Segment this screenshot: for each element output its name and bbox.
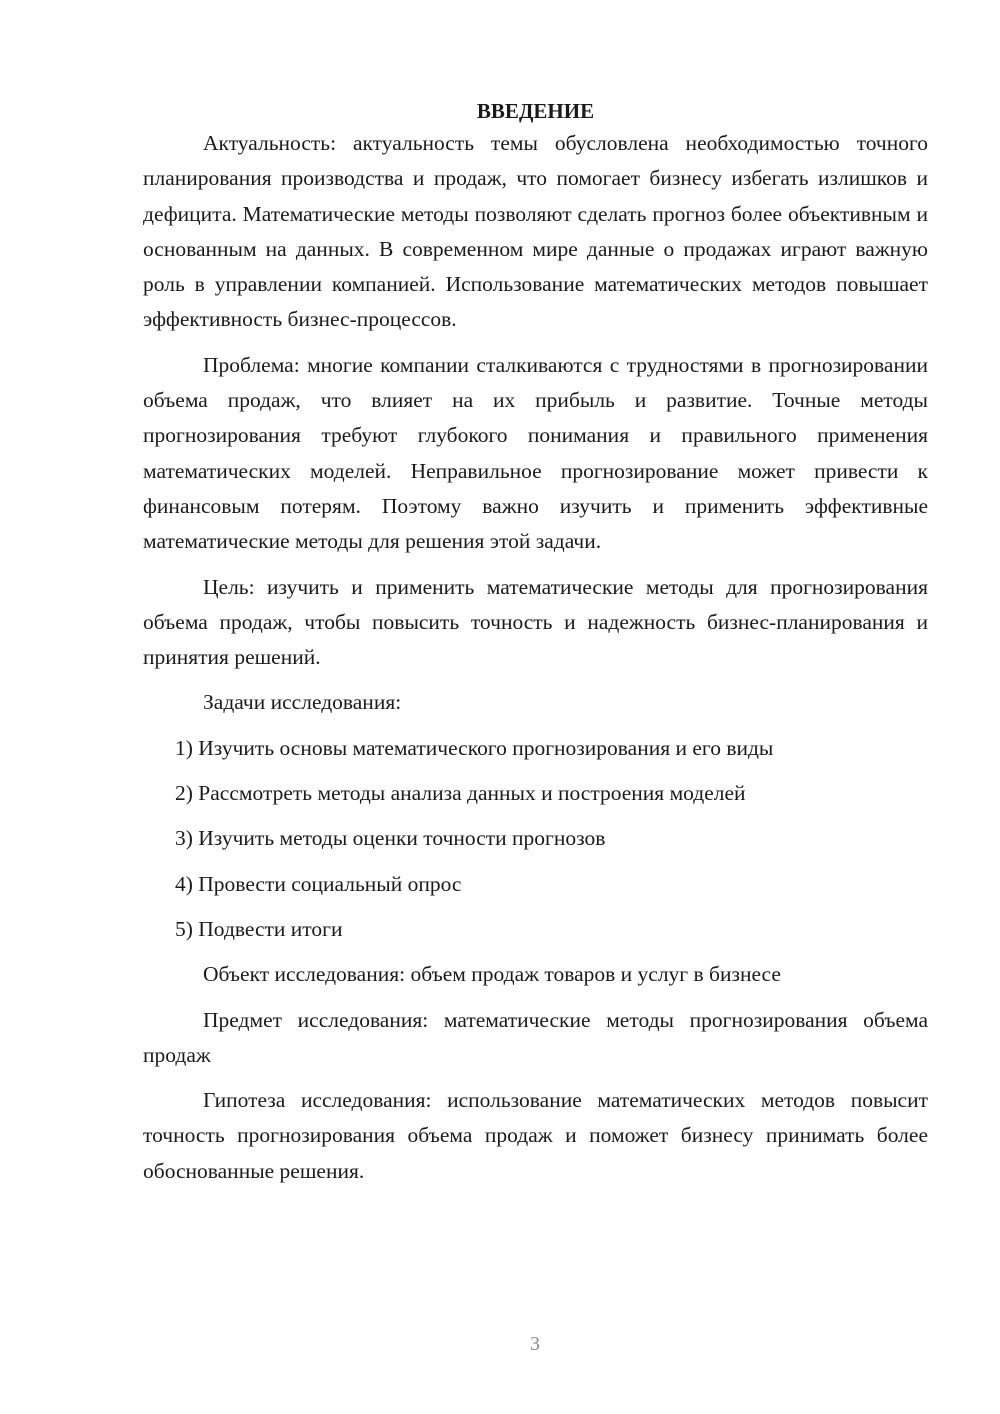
paragraph-hypothesis: Гипотеза исследования: использование математических методов повысит точность прогнозирования объема продаж и поможет бизнесу принимать более обоснованные решения. — [143, 1088, 928, 1183]
list-item: 5) Подвести итоги — [175, 916, 343, 941]
list-item: 3) Изучить методы оценки точности прогнозов — [175, 826, 606, 851]
page-title: ВВЕДЕНИЕ — [476, 99, 595, 123]
paragraph-goal: Цель: изучить и применить математические методы для прогнозирования объема продаж, чтобы повысить точность и надежность бизнес-планирования и принятия решений. — [143, 574, 928, 670]
paragraph-problem: Проблема: многие компании сталкиваются с трудностями в прогнозировании объема продаж, что влияет на их прибыль и развитие. Точные методы прогнозирования требуют глубокого понимания и правильного применения математических моделей. Неправильное прогнозирование может привести к финансовым потерям. Поэтому важно изучить и применить эффективные математические методы для решения этой задачи. — [143, 352, 928, 554]
page-number: 3 — [530, 1333, 540, 1355]
paragraph-tasks-heading: Задачи исследования: — [203, 690, 402, 715]
task-list — [143, 731, 928, 947]
paragraph-subject: Предмет исследования: математические методы прогнозирования объема продаж — [143, 1007, 928, 1067]
document-page — [143, 96, 928, 1189]
paragraph-object: Объект исследования: объем продаж товаров и услуг в бизнесе — [203, 962, 781, 987]
list-item: 1) Изучить основы математического прогнозирования и его виды — [175, 735, 774, 760]
list-item: 2) Рассмотреть методы анализа данных и построения моделей — [175, 781, 746, 806]
list-item: 4) Провести социальный опрос — [175, 871, 462, 896]
paragraph-relevance: Актуальность: актуальность темы обусловлена необходимостью точного планирования производства и продаж, что помогает бизнесу избегать излишков и дефицита. Математические методы позволяют сделать прогноз более объективным и основанным на данных. В современном мире данные о продажах играют важную роль в управлении компанией. Использование математических методов повышает эффективность бизнес-процессов. — [143, 131, 928, 332]
